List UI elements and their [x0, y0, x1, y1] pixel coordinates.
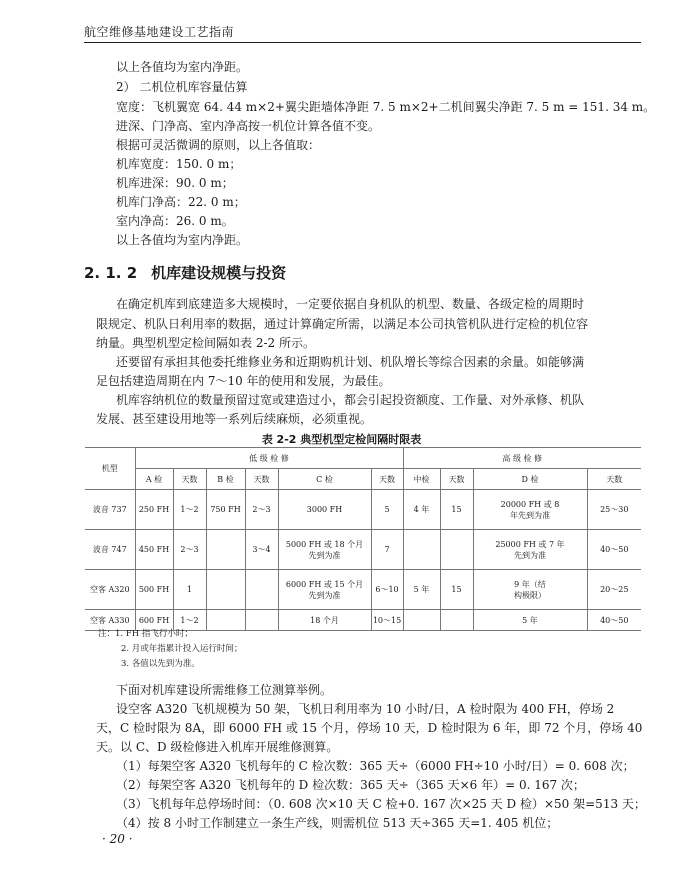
table-cell: 500 FH [135, 570, 173, 610]
table-cell: 25～30 [587, 490, 641, 530]
table-cell [403, 530, 440, 570]
calc-line: （2）每架空客 A320 飞机每年的 D 检次数：365 天÷（365 天×6 年）= 0. 167 次； [116, 778, 585, 792]
running-header: 航空维修基地建设工艺指南 [84, 25, 235, 39]
table-cell: 15 [440, 570, 473, 610]
paragraph-line: 下面对机库建设所需维修工位测算举例。 [116, 683, 333, 697]
column-header: 天数 [245, 469, 278, 490]
table-cell: 6～10 [371, 570, 403, 610]
column-header: 天数 [440, 469, 473, 490]
section-number: 2. 1. 2 [84, 264, 138, 282]
table-cell: 1 [173, 570, 206, 610]
table-cell: 3～4 [245, 530, 278, 570]
paragraph-line: 足包括建造周期在内 7～10 年的使用和发展，为最佳。 [96, 374, 391, 388]
table-cell: 40～50 [587, 610, 641, 631]
header-rule [84, 42, 641, 43]
table-cell: 4 年 [403, 490, 440, 530]
table-cell [245, 570, 278, 610]
column-header: C 检 [278, 469, 371, 490]
table-cell: 1～2 [173, 490, 206, 530]
text-line: 宽度：飞机翼宽 64. 44 m×2+翼尖距墙体净距 7. 5 m×2+二机间翼尖净距 7. 5 m = 151. 34 m。 [116, 100, 656, 114]
table-cell [440, 610, 473, 631]
paragraph-line: 机库容纳机位的数量预留过宽或建造过小，都会引起投资额度、工作量、对外承修、机队 [116, 393, 585, 407]
aircraft-type: 空客 A330 [85, 610, 135, 631]
column-header: 天数 [371, 469, 403, 490]
column-header: 中检 [403, 469, 440, 490]
table-cell: 250 FH [135, 490, 173, 530]
table-cell: 10～15 [371, 610, 403, 631]
aircraft-type: 空客 A320 [85, 570, 135, 610]
text-line: 室内净高：26. 0 m。 [116, 214, 234, 228]
text-line: 机库进深：90. 0 m； [116, 176, 234, 190]
text-line: 根据可灵活微调的原则，以上各值取： [116, 138, 321, 152]
table-cell: 40～50 [587, 530, 641, 570]
table-row [85, 530, 641, 570]
column-header: D 检 [473, 469, 587, 490]
column-header: 天数 [173, 469, 206, 490]
paragraph-line: 天。以 C、D 级检修进入机库开展维修测算。 [96, 740, 339, 754]
paragraph-line: 设空客 A320 飞机规模为 50 架，飞机日利用率为 10 小时/日，A 检时限为 400 FH，停场 2 [116, 702, 615, 716]
type-header: 机型 [85, 448, 135, 490]
table-cell: 1～2 [173, 610, 206, 631]
calc-line: （4）按 8 小时工作制建立一条生产线，则需机位 513 天÷365 天=1. 405 机位； [116, 816, 559, 830]
table-cell: 2～3 [173, 530, 206, 570]
calc-line: （3）飞机每年总停场时间：（0. 608 次×10 天 C 检+0. 167 次×25 天 D 检）×50 架=513 天； [116, 797, 646, 811]
table-cell: 15 [440, 490, 473, 530]
high-level-header: 高 级 检 修 [403, 448, 641, 469]
table-cell: 20～25 [587, 570, 641, 610]
table-cell [403, 610, 440, 631]
text-line: 2） 二机位机库容量估算 [116, 80, 248, 94]
table-cell: 9 年（结构极限） [473, 570, 587, 610]
table-cell: 5 [371, 490, 403, 530]
section-heading [84, 262, 300, 283]
table-cell [206, 530, 245, 570]
text-line: 以上各值均为室内净距。 [116, 60, 249, 74]
table-note: 2. 月或年指累计投入运行时间； [121, 644, 243, 654]
calc-line: （1）每架空客 A320 飞机每年的 C 检次数：365 天÷（6000 FH÷10 小时/日）= 0. 608 次； [116, 759, 635, 773]
paragraph-line: 纳量。典型机型定检间隔如表 2-2 所示。 [96, 336, 315, 350]
table-cell [206, 610, 245, 631]
paragraph-line: 限规定、机队日利用率的数据，通过计算确定所需，以满足本公司执管机队进行定检的机位容 [96, 317, 589, 331]
table-cell [440, 530, 473, 570]
table-note: 3. 各值以先到为准。 [121, 659, 200, 669]
table-cell: 5 年 [473, 610, 587, 631]
paragraph-line: 天，C 检时限为 8A，即 6000 FH 或 15 个月，停场 10 天，D 检时限为 6 年，即 72 个月，停场 40 [96, 721, 643, 735]
table-cell: 20000 FH 或 8 年先到为准 [473, 490, 587, 530]
paragraph-line: 还要留有承担其他委托维修业务和近期购机计划、机队增长等综合因素的余量。如能够满 [116, 355, 585, 369]
paragraph-line: 发展、甚至建设用地等一系列后续麻烦，必须重视。 [96, 412, 373, 426]
aircraft-type: 波音 737 [85, 490, 135, 530]
text-line: 机库门净高：22. 0 m； [116, 195, 246, 209]
table-cell: 5 年 [403, 570, 440, 610]
column-header: 天数 [587, 469, 641, 490]
table-cell [206, 570, 245, 610]
aircraft-type: 波音 747 [85, 530, 135, 570]
table-cell: 25000 FH 或 7 年先到为准 [473, 530, 587, 570]
table-cell: 450 FH [135, 530, 173, 570]
inspection-interval-table [85, 447, 641, 631]
table-row [85, 570, 641, 610]
page-number: · 20 · [102, 832, 133, 846]
table-note: 注：1. FH 指飞行小时； [98, 629, 193, 639]
table-cell: 18 个月 [278, 610, 371, 631]
table-cell: 3000 FH [278, 490, 371, 530]
table-cell: 750 FH [206, 490, 245, 530]
table-row [85, 490, 641, 530]
text-line: 以上各值均为室内净距。 [116, 233, 249, 247]
table-cell: 5000 FH 或 18 个月先到为准 [278, 530, 371, 570]
table-cell: 6000 FH 或 15 个月先到为准 [278, 570, 371, 610]
text-line: 进深、门净高、室内净高按一机位计算各值不变。 [116, 119, 381, 133]
low-level-header: 低 级 检 修 [135, 448, 403, 469]
column-header: B 检 [206, 469, 245, 490]
paragraph-line: 在确定机库到底建造多大规模时，一定要依据自身机队的机型、数量、各级定检的周期时 [116, 297, 585, 311]
table-caption: 表 2-2 典型机型定检间隔时限表 [261, 433, 422, 446]
column-header: A 检 [135, 469, 173, 490]
text-line: 机库宽度：150. 0 m； [116, 157, 242, 171]
table-cell: 600 FH [135, 610, 173, 631]
table-cell: 2～3 [245, 490, 278, 530]
section-title: 机库建设规模与投资 [151, 264, 287, 282]
table-cell [245, 610, 278, 631]
table-cell: 7 [371, 530, 403, 570]
